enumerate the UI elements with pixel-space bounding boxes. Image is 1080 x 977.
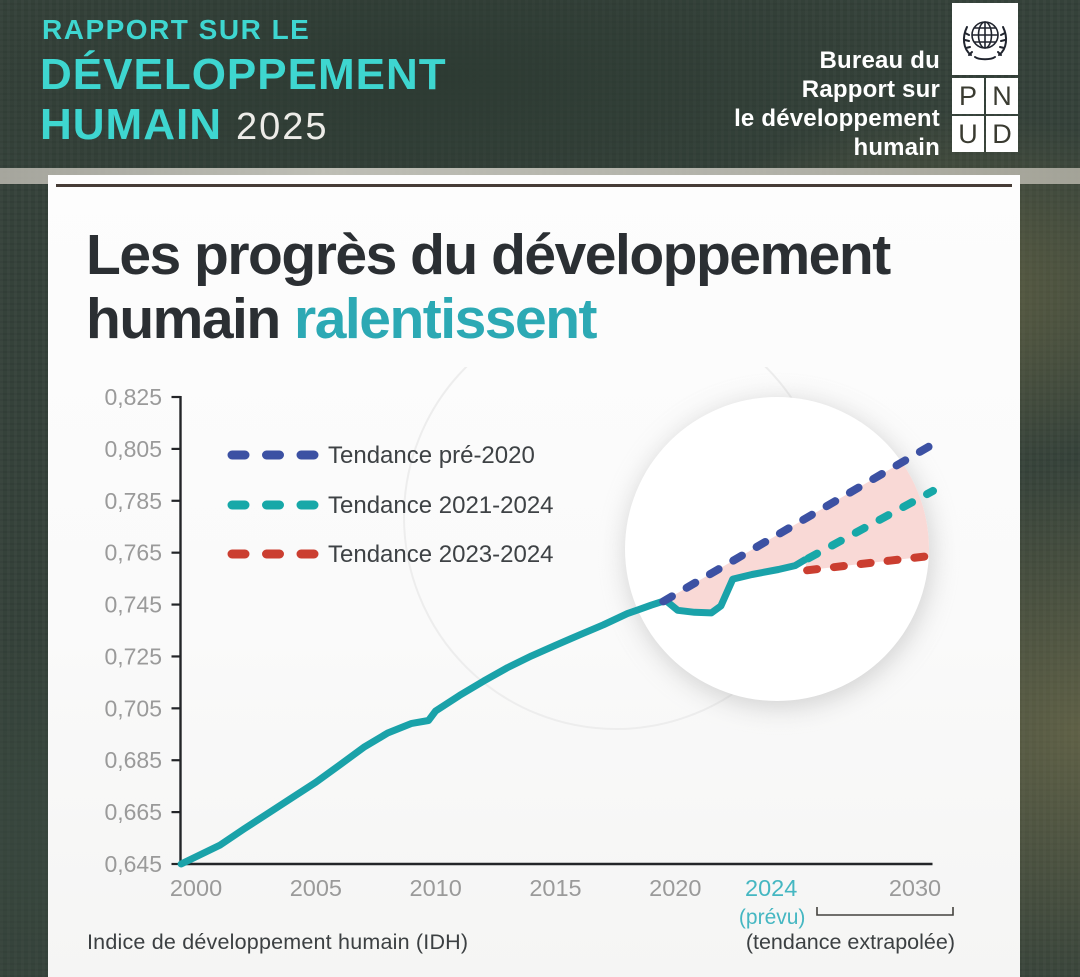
report-title-line2: HUMAIN [40, 100, 222, 149]
y-tick-label: 0,705 [104, 695, 162, 722]
pnud-letter-n: N [986, 78, 1018, 114]
x-tick-sublabel: (prévu) [738, 906, 806, 929]
report-year: 2025 [235, 106, 329, 148]
chart-caption: Indice de développement humain (IDH) [87, 930, 469, 954]
chart-card [48, 175, 1020, 977]
report-header [0, 0, 1080, 175]
chart-headline [86, 223, 986, 351]
chart-headline-accent: ralentissent [294, 287, 596, 351]
pnud-logo [952, 78, 1018, 152]
x-tick-label: 2010 [409, 875, 462, 901]
pnud-letter-u: U [952, 116, 984, 152]
pnud-letter-p: P [952, 78, 984, 114]
y-tick-label: 0,765 [104, 539, 162, 566]
bureau-line: le développement [734, 105, 940, 132]
x-tick-label: 2030 [888, 875, 942, 901]
header-kicker: RAPPORT SUR LE [42, 14, 311, 45]
x-tick-label: 2024 [745, 875, 798, 901]
y-tick-label: 0,785 [104, 487, 162, 514]
y-tick-label: 0,825 [104, 384, 162, 411]
y-tick-label: 0,645 [104, 851, 162, 877]
legend-label: Tendance 2023-2024 [328, 541, 554, 568]
report-title [40, 50, 447, 160]
bureau-line: humain [853, 134, 940, 161]
legend-item [232, 541, 554, 568]
hdi-line-chart [56, 367, 1017, 963]
x-tick-label: 2005 [289, 875, 342, 901]
bureau-line: Bureau du [819, 47, 940, 74]
extrapolation-bracket [817, 907, 953, 915]
bureau-line: Rapport sur [801, 76, 940, 103]
y-tick-label: 0,805 [104, 435, 162, 462]
card-top-rule [56, 184, 1012, 187]
chart-headline-line1: Les progrès du développement [86, 223, 890, 287]
y-tick-label: 0,745 [104, 591, 162, 618]
legend-item [232, 492, 554, 519]
undp-logo-block [952, 3, 1018, 152]
un-emblem-box [952, 3, 1018, 75]
report-title-line1: DÉVELOPPEMENT [40, 50, 447, 99]
legend-label: Tendance pré-2020 [328, 442, 535, 469]
legend-item [232, 442, 535, 469]
bureau-label [640, 46, 940, 162]
x-tick-label: 2000 [169, 875, 223, 901]
y-tick-label: 0,685 [104, 747, 162, 774]
chart-headline-line2: humain [86, 287, 280, 351]
y-tick-label: 0,725 [104, 643, 162, 670]
un-globe-laurel-icon [959, 11, 1011, 67]
x-tick-label: 2015 [529, 875, 582, 901]
legend-label: Tendance 2021-2024 [328, 492, 554, 519]
extrapolation-label: (tendance extrapolée) [745, 930, 955, 954]
x-tick-label: 2020 [649, 875, 702, 901]
y-tick-label: 0,665 [104, 799, 162, 826]
pnud-letter-d: D [986, 116, 1018, 152]
